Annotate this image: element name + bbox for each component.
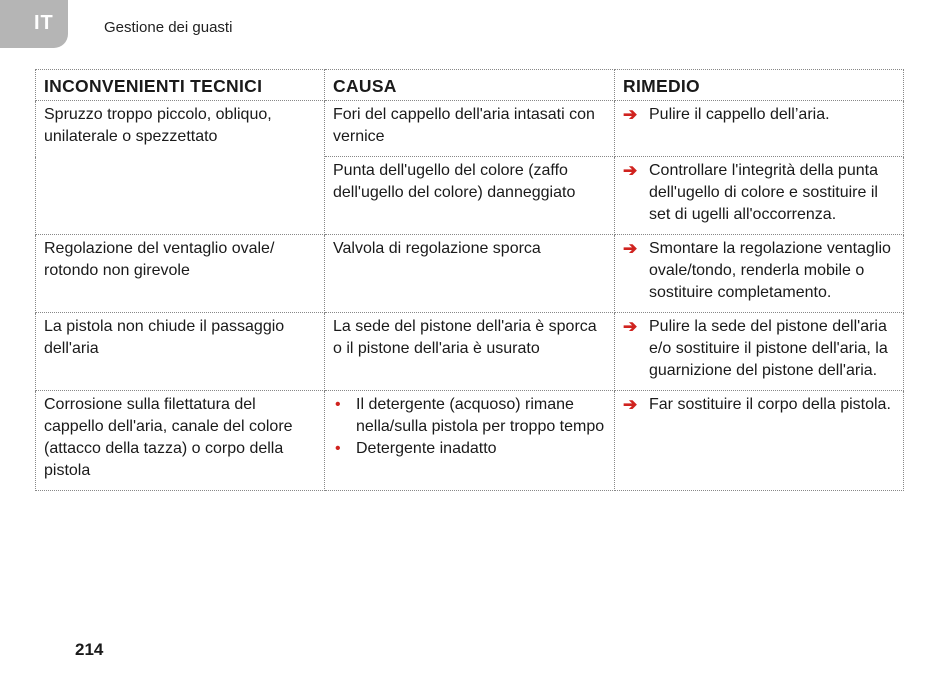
troubleshooting-table	[35, 69, 904, 491]
column-header-cause: CAUSA	[325, 70, 615, 101]
table-row	[36, 313, 904, 391]
table-row	[36, 235, 904, 313]
list-item	[333, 394, 606, 438]
table-row	[36, 101, 904, 157]
remedy-cell	[615, 101, 904, 157]
table-row	[36, 391, 904, 491]
arrow-right-icon: ➔	[623, 161, 638, 180]
column-header-problem: INCONVENIENTI TECNICI	[36, 70, 325, 101]
column-header-remedy: RIMEDIO	[615, 70, 904, 101]
remedy-cell	[615, 235, 904, 313]
problem-cell: Spruzzo troppo piccolo, obliquo, unilaterale o spezzettato	[36, 101, 325, 235]
cause-list	[333, 394, 606, 460]
problem-cell: Corrosione sulla filettatura del cappello dell'aria, canale del colore (attacco della tazza) o corpo della pistola	[36, 391, 325, 491]
arrow-right-icon: ➔	[623, 239, 638, 258]
cause-cell: Punta dell'ugello del colore (zaffo dell'ugello del colore) danneggiato	[325, 157, 615, 235]
list-item	[333, 438, 606, 460]
cause-cell: Valvola di regolazione sporca	[325, 235, 615, 313]
cause-cell: Fori del cappello dell'aria intasati con vernice	[325, 101, 615, 157]
bullet-icon: •	[335, 396, 341, 413]
remedy-text: Pulire il cappello dell’aria.	[649, 106, 830, 123]
bullet-icon: •	[335, 440, 341, 457]
page-number: 214	[75, 640, 104, 659]
remedy-cell	[615, 391, 904, 491]
arrow-right-icon: ➔	[623, 395, 638, 414]
cause-cell: La sede del pistone dell'aria è sporca o il pistone dell'aria è usurato	[325, 313, 615, 391]
arrow-right-icon: ➔	[623, 105, 638, 124]
problem-cell: La pistola non chiude il passaggio dell'aria	[36, 313, 325, 391]
cause-text: Detergente inadatto	[356, 440, 497, 457]
remedy-text: Far sostituire il corpo della pistola.	[649, 396, 891, 413]
remedy-cell	[615, 313, 904, 391]
table-header-row	[36, 70, 904, 101]
cause-text: Il detergente (acquoso) rimane nella/sulla pistola per troppo tempo	[356, 396, 605, 435]
remedy-cell	[615, 157, 904, 235]
remedy-text: Controllare l'integrità della punta dell'ugello di colore e sostituire il set di ugelli all'occorrenza.	[649, 162, 878, 223]
remedy-text: Pulire la sede del pistone dell'aria e/o sostituire il pistone dell'aria, la guarnizione del pistone dell'aria.	[649, 318, 888, 379]
section-title: Gestione dei guasti	[104, 19, 233, 36]
problem-cell: Regolazione del ventaglio ovale/ rotondo non girevole	[36, 235, 325, 313]
arrow-right-icon: ➔	[623, 317, 638, 336]
cause-cell	[325, 391, 615, 491]
language-tab: IT	[0, 0, 68, 48]
remedy-text: Smontare la regolazione ventaglio ovale/tondo, renderla mobile o sostituire completamento.	[649, 240, 891, 301]
